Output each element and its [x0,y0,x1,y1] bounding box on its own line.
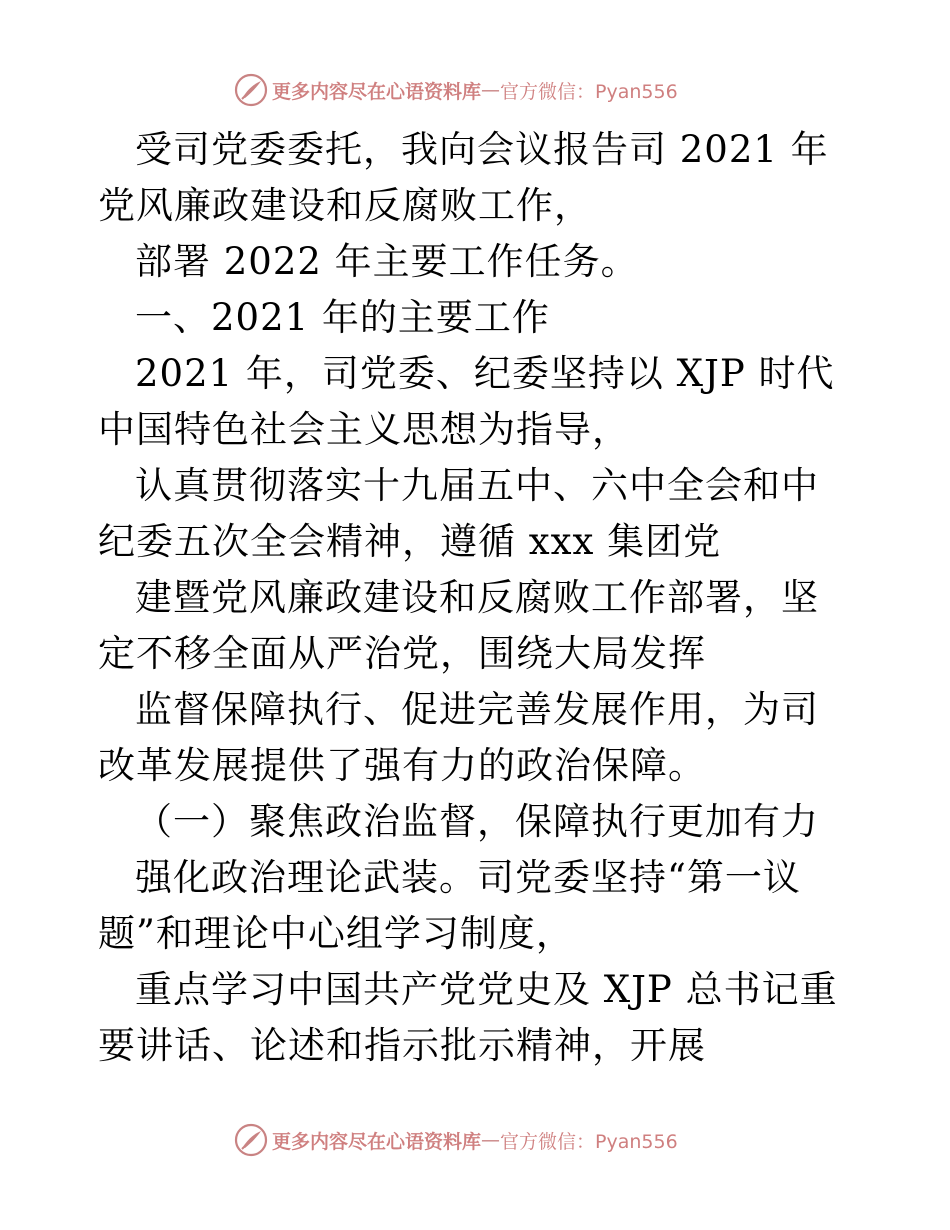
watermark-separator: — [481,1129,501,1151]
watermark-brand: 更多内容尽在心语资料库 [272,1130,482,1153]
document-body [98,122,854,1074]
paragraph: 强化政治理论武装。司党委坚持“第一议题”和理论中心组学习制度， [98,856,801,955]
header-watermark [234,72,678,108]
paragraph: 2021 年，司党委、纪委坚持以 XJP 时代中国特色社会主义思想为指导， [98,352,835,451]
paragraph: 重点学习中国共产党党史及 XJP 总书记重要讲话、论述和指示批示精神，开展 [98,968,838,1067]
subsection-heading: （一）聚焦政治监督，保障执行更加有力 [135,800,819,843]
watermark-separator: — [481,79,501,101]
quill-logo-icon [234,73,268,107]
watermark-account: 官方微信：Pyan556 [500,1130,678,1153]
paragraph: 认真贯彻落实十九届五中、六中全会和中纪委五次全会精神，遵循 xxx 集团党 [98,464,819,563]
section-heading: 一、2021 年的主要工作 [135,296,550,339]
paragraph: 受司党委委托，我向会议报告司 2021 年党风廉政建设和反腐败工作， [98,128,829,227]
paragraph: 监督保障执行、促进完善发展作用，为司改革发展提供了强有力的政治保障。 [98,688,819,787]
paragraph: 部署 2022 年主要工作任务。 [135,240,639,283]
footer-watermark [234,1122,678,1158]
quill-logo-icon [234,1123,268,1157]
watermark-account: 官方微信：Pyan556 [500,80,678,103]
watermark-brand: 更多内容尽在心语资料库 [272,80,482,103]
paragraph: 建暨党风廉政建设和反腐败工作部署，坚定不移全面从严治党，围绕大局发挥 [98,576,819,675]
